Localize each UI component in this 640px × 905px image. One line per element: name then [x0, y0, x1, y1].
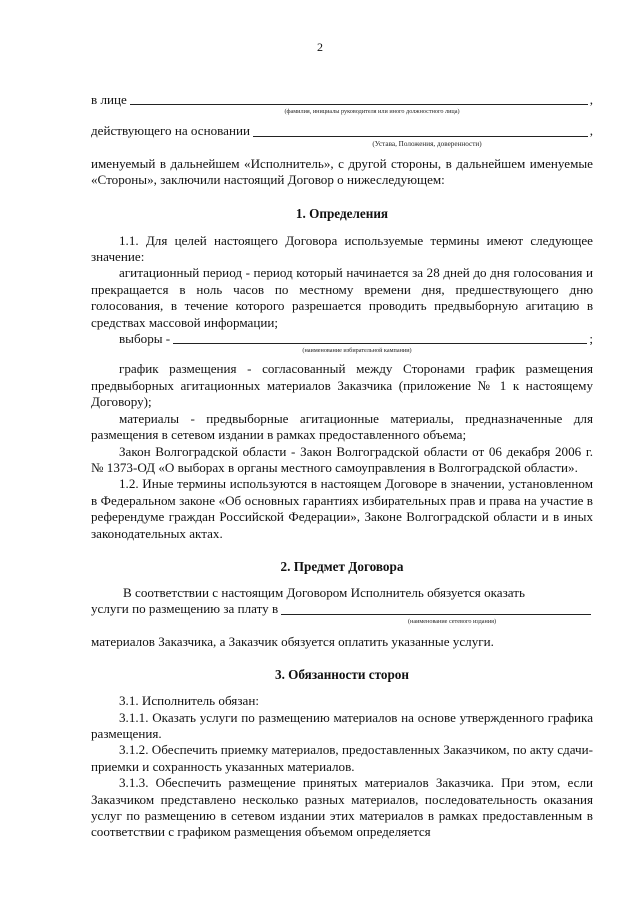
intro-paragraph: именуемый в дальнейшем «Исполнитель», с другой стороны, в дальнейшем именуемые «Стороны», заключили настоящий Договор о нижеследующем: [91, 155, 593, 188]
s3-paragraph-2: 3.1.1. Оказать услуги по размещению материалов на основе утвержденного графика размещения. [91, 709, 593, 741]
s1-paragraph-6: 1.2. Иные термины используются в настоящем Договоре в значении, установленном в Федеральном законе «Об основных гарантиях избирательных прав и права на участие в референдуме граждан Российской Федерации», Законе Волгоградской области и в иных законодательных актах. [91, 476, 593, 541]
s1-paragraph-5: Закон Волгоградской области - Закон Волгоградской области от 06 декабря 2006 г. № 1373-ОД «О выборах в органы местного самоуправления в Волгоградской области». [91, 443, 593, 475]
s1-paragraph-4: материалы - предвыборные агитационные материалы, предназначенные для размещения в сетевом издании в рамках предоставленного объема; [91, 410, 593, 443]
face-label: в лице [91, 92, 127, 107]
basis-blank[interactable] [253, 135, 588, 137]
s3-paragraph-1: 3.1. Исполнитель обязан: [119, 693, 259, 709]
basis-fill-line [91, 123, 593, 139]
publication-caption: (наименование сетевого издания) [407, 617, 497, 625]
s3-paragraph-4: 3.1.3. Обеспечить размещение принятых материалов Заказчика. При этом, если Заказчиком представлено несколько разных материалов, последовательность оказания услуг по размещению в сетевом издании этих материалов в рамках предоставленным в соответствии с графиком размещения объемом определяется [91, 775, 593, 840]
section-2-title: 2. Предмет Договора [280, 558, 404, 574]
face-end: , [589, 92, 593, 107]
elections-label: выборы - [119, 331, 171, 347]
elections-caption: (наименование избирательной кампании) [302, 347, 412, 355]
publication-label: услуги по размещению за плату в [91, 601, 279, 617]
s1-paragraph-2: агитационный период - период который начинается за 28 дней до дня голосования и прекращается в ноль часов по местному времени дня, предшествующего дню голосования, в течение которого разрешается проводить предвыборную агитацию в средствах массовой информации; [91, 265, 593, 330]
elections-end: ; [589, 331, 593, 347]
section-3-title: 3. Обязанности сторон [274, 667, 410, 683]
s1-paragraph-3: график размещения - согласованный между Сторонами график размещения предвыборных агитационных материалов Заказчика (приложение № 1 к настоящему Договору); [91, 361, 593, 410]
publication-fill-line [91, 601, 593, 617]
s2-paragraph-1a: В соответствии с настоящим Договором Исполнитель обязуется оказать [123, 584, 525, 600]
elections-fill-line [91, 331, 593, 347]
s3-paragraph-3: 3.1.2. Обеспечить приемку материалов, предоставленных Заказчиком, по акту сдачи-приемки и сохранность указанных материалов. [91, 742, 593, 774]
face-blank[interactable] [130, 103, 588, 105]
basis-label: действующего на основании [91, 123, 251, 139]
document-body [91, 92, 593, 841]
s1-paragraph-1: 1.1. Для целей настоящего Договора используемые термины имеют следующее значение: [91, 232, 593, 265]
face-caption: (фамилия, инициалы руководителя или иного должностного лица) [284, 108, 460, 116]
elections-blank[interactable] [173, 342, 587, 344]
basis-caption: (Устава, Положения, доверенности) [372, 139, 482, 148]
page-number: 2 [317, 40, 323, 54]
publication-blank[interactable] [281, 613, 591, 615]
basis-end: , [589, 123, 593, 139]
face-fill-line [91, 92, 593, 108]
s2-paragraph-2: материалов Заказчика, а Заказчик обязуется оплатить указанные услуги. [91, 633, 494, 649]
section-1-title: 1. Определения [295, 205, 389, 221]
